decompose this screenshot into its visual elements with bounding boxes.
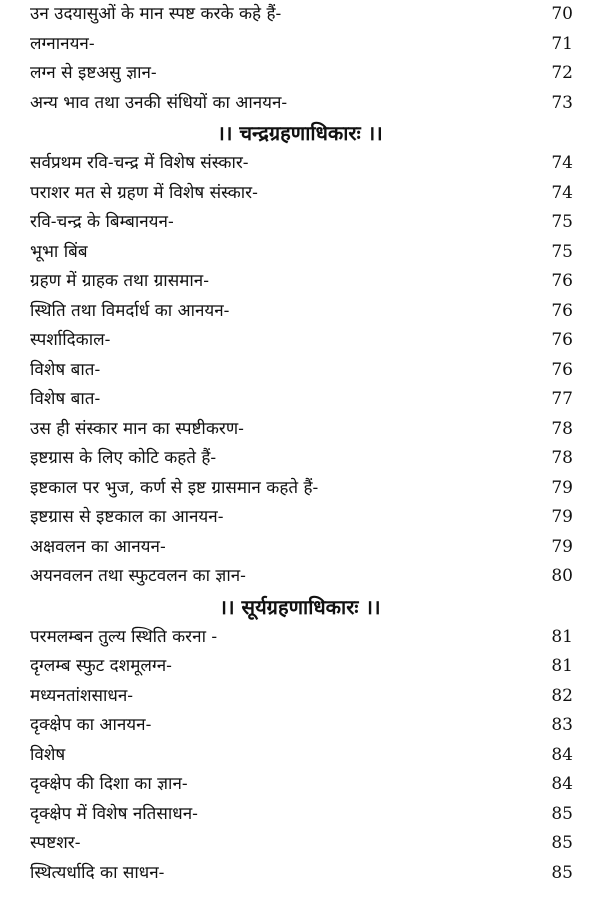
toc-entry [0,89,600,119]
entry-title: सर्वप्रथम रवि-चन्द्र में विशेष संस्कार- [30,153,249,173]
entry-title: स्थिति तथा विमर्दार्ध का आनयन- [30,300,230,321]
entry-title: दृक्क्षेप की दिशा का ज्ञान- [30,774,188,794]
entry-page-number: 77 [551,389,573,409]
entry-title: स्पर्शादिकाल- [30,330,111,350]
entry-title: अन्य भाव तथा उनकी संधियों का आनयन- [30,92,288,113]
toc-entry [0,800,600,830]
toc-entry [0,149,600,179]
entry-page-number: 85 [551,833,573,853]
entry-page-number: 70 [551,4,573,24]
entry-title: उन उदयासुओं के मान स्पष्ट करके कहे हैं- [30,4,282,24]
entry-page-number: 85 [551,862,573,883]
entry-page-number: 84 [551,744,573,765]
entry-page-number: 81 [551,656,573,676]
toc-entry [0,208,600,238]
entry-page-number: 84 [551,774,573,794]
entry-page-number: 81 [551,626,573,647]
entry-title: स्पष्टशर- [30,833,81,853]
entry-title: अक्षवलन का आनयन- [30,536,166,557]
entry-page-number: 71 [551,33,573,54]
entry-title: लग्नानयन- [30,33,95,54]
entry-page-number: 76 [551,359,573,380]
toc-entry [0,179,600,209]
entry-title: लग्न से इष्टअसु ज्ञान- [30,63,157,83]
entry-page-number: 73 [551,92,573,113]
entry-title: भूभा बिंब [30,241,88,262]
toc-entry [0,444,600,474]
toc-entry [0,562,600,592]
entry-title: विशेष बात- [30,359,101,380]
entry-page-number: 85 [551,803,573,824]
toc-entry [0,356,600,386]
entry-title: इष्टग्रास से इष्टकाल का आनयन- [30,507,224,527]
entry-title: इष्टकाल पर भुज, कर्ण से इष्ट ग्रासमान कहते हैं- [30,477,319,498]
entry-title: स्थित्यर्धादि का साधन- [30,862,165,883]
toc-entry [0,474,600,504]
entry-title: मध्यनतांशसाधन- [30,685,134,706]
entry-page-number: 76 [551,271,573,291]
toc-entry [0,741,600,771]
toc-entry [0,326,600,356]
entry-title: रवि-चन्द्र के बिम्बानयन- [30,212,174,232]
entry-page-number: 83 [551,715,573,735]
entry-page-number: 76 [551,300,573,321]
toc-entry [0,30,600,60]
entry-page-number: 82 [551,685,573,706]
toc-entry [0,59,600,89]
entry-page-number: 75 [551,241,573,262]
entry-title: दृक्क्षेप में विशेष नतिसाधन- [30,803,198,824]
toc-entry [0,415,600,445]
toc-entry [0,682,600,712]
toc-entry [0,829,600,859]
entry-page-number: 74 [551,153,573,173]
entry-page-number: 75 [551,212,573,232]
toc-entry [0,385,600,415]
entry-title: अयनवलन तथा स्फुटवलन का ज्ञान- [30,566,246,586]
toc-entry [0,859,600,889]
entry-page-number: 78 [551,418,573,439]
section-heading: ।। चन्द्रग्रहणाधिकारः ।। [217,121,383,145]
toc-entry [0,770,600,800]
entry-title: विशेष बात- [30,389,101,409]
entry-title: दृक्क्षेप का आनयन- [30,715,152,735]
toc-entry [0,711,600,741]
entry-title: दृग्लम्ब स्फुट दशमूलग्न- [30,656,172,676]
entry-title: विशेष [30,744,66,765]
toc-entry [0,652,600,682]
toc-entry [0,533,600,563]
entry-page-number: 78 [551,448,573,468]
entry-page-number: 72 [551,63,573,83]
toc-entry [0,238,600,268]
toc-entry [0,297,600,327]
entry-title: इष्टग्रास के लिए कोटि कहते हैं- [30,448,217,468]
entry-title: उस ही संस्कार मान का स्पष्टीकरण- [30,418,244,439]
entry-page-number: 80 [551,566,573,586]
entry-title: ग्रहण में ग्राहक तथा ग्रासमान- [30,271,209,291]
section-heading: ।। सूर्यग्रहणाधिकारः ।। [219,594,381,619]
entry-page-number: 76 [551,330,573,350]
entry-title: पराशर मत से ग्रहण में विशेष संस्कार- [30,182,258,203]
entry-page-number: 79 [551,507,573,527]
toc-entry [0,0,600,30]
entry-page-number: 79 [551,477,573,498]
toc-entry [0,623,600,653]
toc-entry [0,267,600,297]
toc-entry [0,503,600,533]
entry-page-number: 79 [551,536,573,557]
entry-page-number: 74 [551,182,573,203]
entry-title: परमलम्बन तुल्य स्थिति करना - [30,626,218,647]
